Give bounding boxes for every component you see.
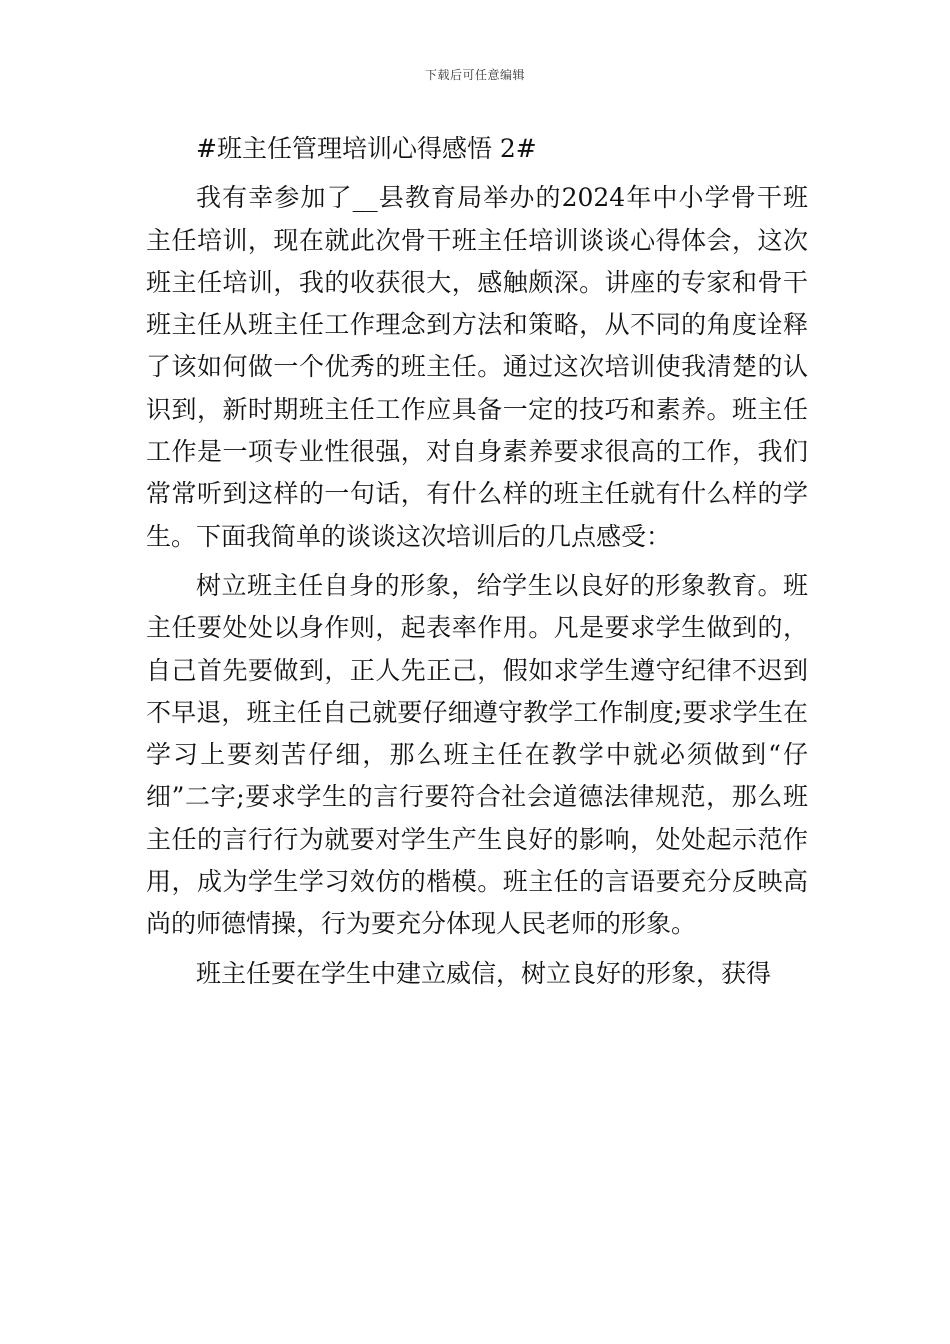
paragraph-1: 我有幸参加了__县教育局举办的2024年中小学骨干班主任培训，现在就此次骨干班主任培训谈谈心得体会，这次班主任培训，我的收获很大，感触颇深。讲座的专家和骨干班主任从班主任工作理念到方法和策略，从不同的角度诠释了该如何做一个优秀的班主任。通过这次培训使我清楚的认识到，新时期班主任工作应具备一定的技巧和素养。班主任工作是一项专业性很强，对自身素养要求很高的工作，我们常常听到这样的一句话，有什么样的班主任就有什么样的学生。下面我简单的谈谈这次培训后的几点感受： [146, 183, 808, 551]
document-body [146, 128, 808, 995]
paragraph-3: 班主任要在学生中建立威信，树立良好的形象，获得 [196, 958, 772, 988]
document-title: #班主任管理培训心得感悟 2# [196, 134, 537, 163]
header-note: 下载后可任意编辑 [424, 68, 525, 82]
paragraph-2: 树立班主任自身的形象，给学生以良好的形象教育。班主任要处处以身作则，起表率作用。凡是要求学生做到的，自己首先要做到，正人先正己，假如求学生遵守纪律不迟到不早退，班主任自己就要仔细遵守教学工作制度;要求学生在学习上要刻苦仔细，那么班主任在教学中就必须做到“仔细”二字;要求学生的言行要符合社会道德法律规范，那么班主任的言行行为就要对学生产生良好的影响，处处起示范作用，成为学生学习效仿的楷模。班主任的言语要充分反映高尚的师德情操，行为要充分体现人民老师的形象。 [146, 570, 808, 939]
